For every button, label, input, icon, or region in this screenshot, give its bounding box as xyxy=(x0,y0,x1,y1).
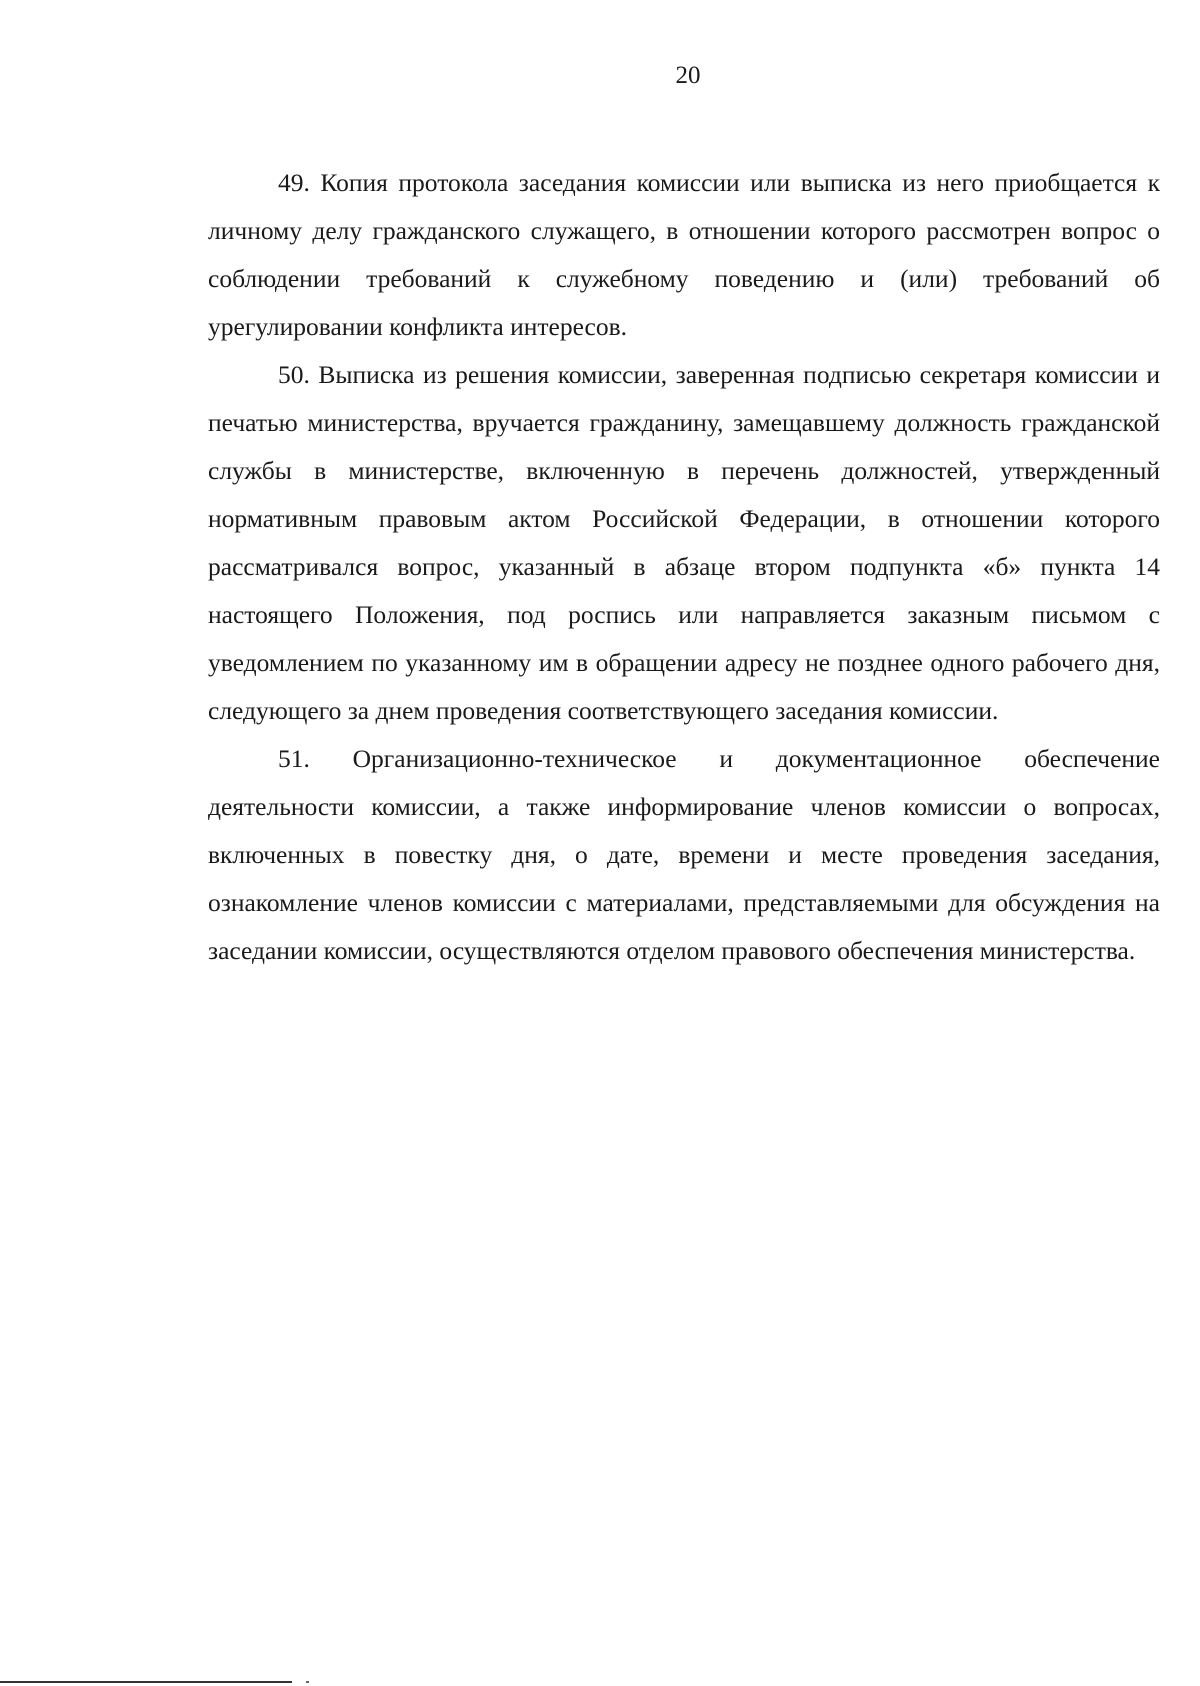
paragraph-50: 50. Выписка из решения комиссии, заверенная подписью секретаря комиссии и печатью министерства, вручается гражданину, замещавшему должность гражданской службы в министерстве, включенную в перечень должностей, утвержденный нормативным правовым актом Российской Федерации, в отношении которого рассматривался вопрос, указанный в абзаце втором подпункта «б» пункта 14 настоящего Положения, под роспись или направляется заказным письмом с уведомлением по указанному им в обращении адресу не позднее одного рабочего дня, следующего за днем проведения соответствующего заседания комиссии. xyxy=(208,360,1160,725)
footer-rule xyxy=(0,1681,292,1683)
paragraph-49: 49. Копия протокола заседания комиссии или выписка из него приобщается к личному делу гражданского служащего, в отношении которого рассмотрен вопрос о соблюдении требований к служебному поведению и (или) требований об урегулировании конфликта интересов. xyxy=(208,168,1160,341)
footer-mark xyxy=(306,1681,309,1683)
paragraph-51: 51. Организационно-техническое и документационное обеспечение деятельности комиссии, а также информирование членов комиссии о вопросах, включенных в повестку дня, о дате, времени и месте проведения заседания, ознакомление членов комиссии с материалами, представляемыми для обсуждения на заседании комиссии, осуществляются отделом правового обеспечения министерства. xyxy=(208,744,1160,965)
document-body xyxy=(208,159,1160,975)
page-number: 20 xyxy=(675,62,701,89)
